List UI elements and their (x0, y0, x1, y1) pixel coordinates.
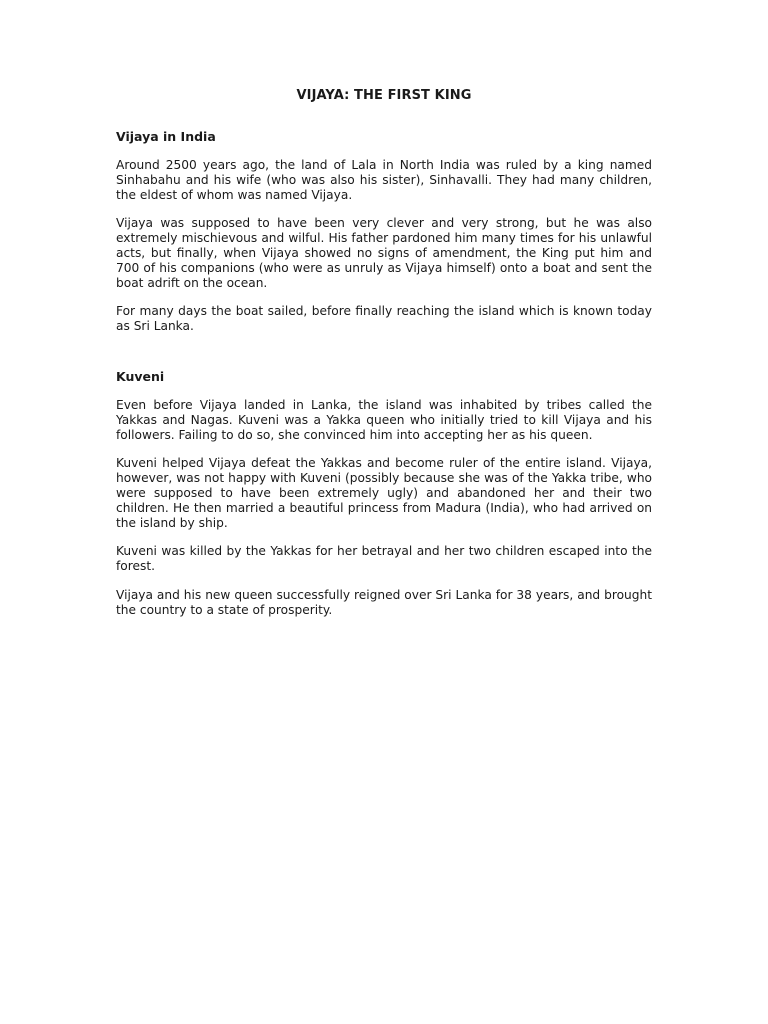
section-kuveni (116, 369, 652, 618)
paragraph: For many days the boat sailed, before finally reaching the island which is known today as Sri Lanka. (116, 304, 652, 334)
paragraph: Even before Vijaya landed in Lanka, the island was inhabited by tribes called the Yakkas and Nagas. Kuveni was a Yakka queen who initially tried to kill Vijaya and his followers. Failing to do so, she convinced him into accepting her as his queen. (116, 397, 652, 442)
paragraph: Around 2500 years ago, the land of Lala in North India was ruled by a king named Sinhabahu and his wife (who was also his sister), Sinhavalli. They had many children, the eldest of whom was named Vijaya. (116, 158, 652, 202)
section-heading: Kuveni (116, 368, 165, 384)
section-heading: Vijaya in India (116, 129, 216, 144)
paragraph: Kuveni was killed by the Yakkas for her betrayal and her two children escaped into the forest. (116, 544, 652, 574)
document-body (116, 88, 652, 632)
paragraph: Kuveni helped Vijaya defeat the Yakkas and become ruler of the entire island. Vijaya, however, was not happy with Kuveni (possibly because she was of the Yakka tribe, who were supposed to have been extremely ugly) and abandoned her and their two children. He then married a beautiful princess from Madura (India), who had arrived on the island by ship. (116, 456, 652, 530)
section-spacer (116, 348, 652, 369)
document-title: VIJAYA: THE FIRST KING (296, 88, 472, 103)
paragraph: Vijaya was supposed to have been very clever and very strong, but he was also extremely mischievous and wilful. His father pardoned him many times for his unlawful acts, but finally, when Vijaya showed no signs of amendment, the King put him and 700 of his companions (who were as unruly as Vijaya himself) onto a boat and sent the boat adrift on the ocean. (116, 216, 652, 290)
paragraph: Vijaya and his new queen successfully reigned over Sri Lanka for 38 years, and brought the country to a state of prosperity. (116, 587, 652, 617)
section-vijaya-in-india (116, 129, 652, 334)
